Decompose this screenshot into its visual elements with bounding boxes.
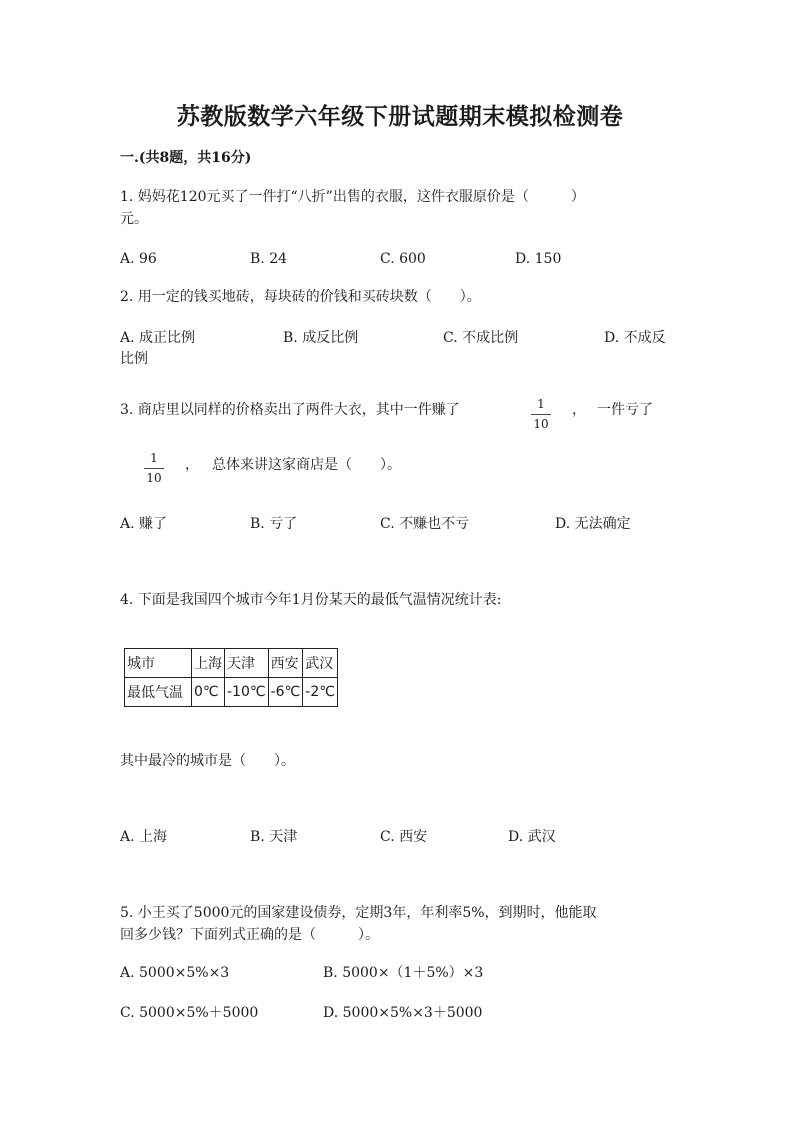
q5-option-c: C. 5000×5%＋5000 <box>120 1005 259 1021</box>
temperature-table <box>124 648 338 707</box>
q3-stem-part3: 总体来讲这家商店是（ ）。 <box>212 457 401 473</box>
q4-stem: 4. 下面是我国四个城市今年1月份某天的最低气温情况统计表: <box>120 592 502 608</box>
q4-option-a: A. 上海 <box>120 829 168 845</box>
q3-fraction-2-numerator: 1 <box>150 451 158 465</box>
q3-option-a: A. 赚了 <box>120 516 168 532</box>
q3-fraction-2 <box>141 451 167 486</box>
q3-comma-1: ， <box>572 402 586 418</box>
q3-option-c: C. 不赚也不亏 <box>380 516 470 532</box>
q3-option-d: D. 无法确定 <box>555 516 631 532</box>
q2-option-d-wrap: 比例 <box>120 351 148 367</box>
table-cell: 天津 <box>225 649 269 678</box>
q1-option-b: B. 24 <box>250 251 288 267</box>
q5-option-b: B. 5000×（1＋5%）×3 <box>323 965 484 981</box>
q1-option-a: A. 96 <box>120 251 157 267</box>
q1-option-c: C. 600 <box>380 251 426 267</box>
q3-fraction-1-numerator: 1 <box>537 397 545 411</box>
q2-option-c: C. 不成比例 <box>443 330 519 346</box>
q1-stem-line2: 元。 <box>120 211 148 227</box>
table-cell: 西安 <box>268 649 303 678</box>
q2-option-b: B. 成反比例 <box>283 330 359 346</box>
q3-fraction-2-denominator: 10 <box>146 471 162 485</box>
q3-option-b: B. 亏了 <box>250 516 298 532</box>
table-cell: 0℃ <box>192 678 225 707</box>
q3-fraction-1-bar <box>531 414 551 415</box>
q3-comma-2: ， <box>185 457 199 473</box>
page-title: 苏教版数学六年级下册试题期末模拟检测卷 <box>176 103 624 130</box>
q5-stem-line2: 回多少钱？下面列式正确的是（ ）。 <box>120 927 379 943</box>
q5-stem-line1: 5. 小王买了5000元的国家建设债券，定期3年，年利率5%，到期时，他能取 <box>120 905 597 921</box>
q1-stem-line1: 1. 妈妈花120元买了一件打“八折”出售的衣服，这件衣服原价是（ ） <box>120 189 585 205</box>
q5-option-a: A. 5000×5%×3 <box>120 965 230 981</box>
table-cell: -10℃ <box>225 678 269 707</box>
section-heading: 一.(共8题，共16分) <box>120 150 252 166</box>
q3-fraction-2-bar <box>144 468 164 469</box>
q3-stem-part2: 一件亏了 <box>597 402 653 418</box>
q3-fraction-1 <box>528 397 554 432</box>
table-row-temperature <box>125 678 338 707</box>
q4-option-d: D. 武汉 <box>508 829 556 845</box>
q2-stem: 2. 用一定的钱买地砖，每块砖的价钱和买砖块数（ ）。 <box>120 289 481 305</box>
table-cell: -2℃ <box>303 678 338 707</box>
q2-option-a: A. 成正比例 <box>120 330 196 346</box>
q5-option-d: D. 5000×5%×3＋5000 <box>323 1005 483 1021</box>
table-cell: 上海 <box>192 649 225 678</box>
table-row-city <box>125 649 338 678</box>
q1-option-d: D. 150 <box>515 251 562 267</box>
q4-option-b: B. 天津 <box>250 829 298 845</box>
table-cell: 最低气温 <box>125 678 192 707</box>
q3-fraction-1-denominator: 10 <box>533 417 549 431</box>
q3-stem-part1: 3. 商店里以同样的价格卖出了两件大衣，其中一件赚了 <box>120 402 460 418</box>
table-cell: -6℃ <box>268 678 303 707</box>
table-cell: 城市 <box>125 649 192 678</box>
table-cell: 武汉 <box>303 649 338 678</box>
q4-question: 其中最冷的城市是（ ）。 <box>120 753 295 769</box>
q4-option-c: C. 西安 <box>380 829 428 845</box>
q2-option-d: D. 不成反 <box>604 330 666 346</box>
